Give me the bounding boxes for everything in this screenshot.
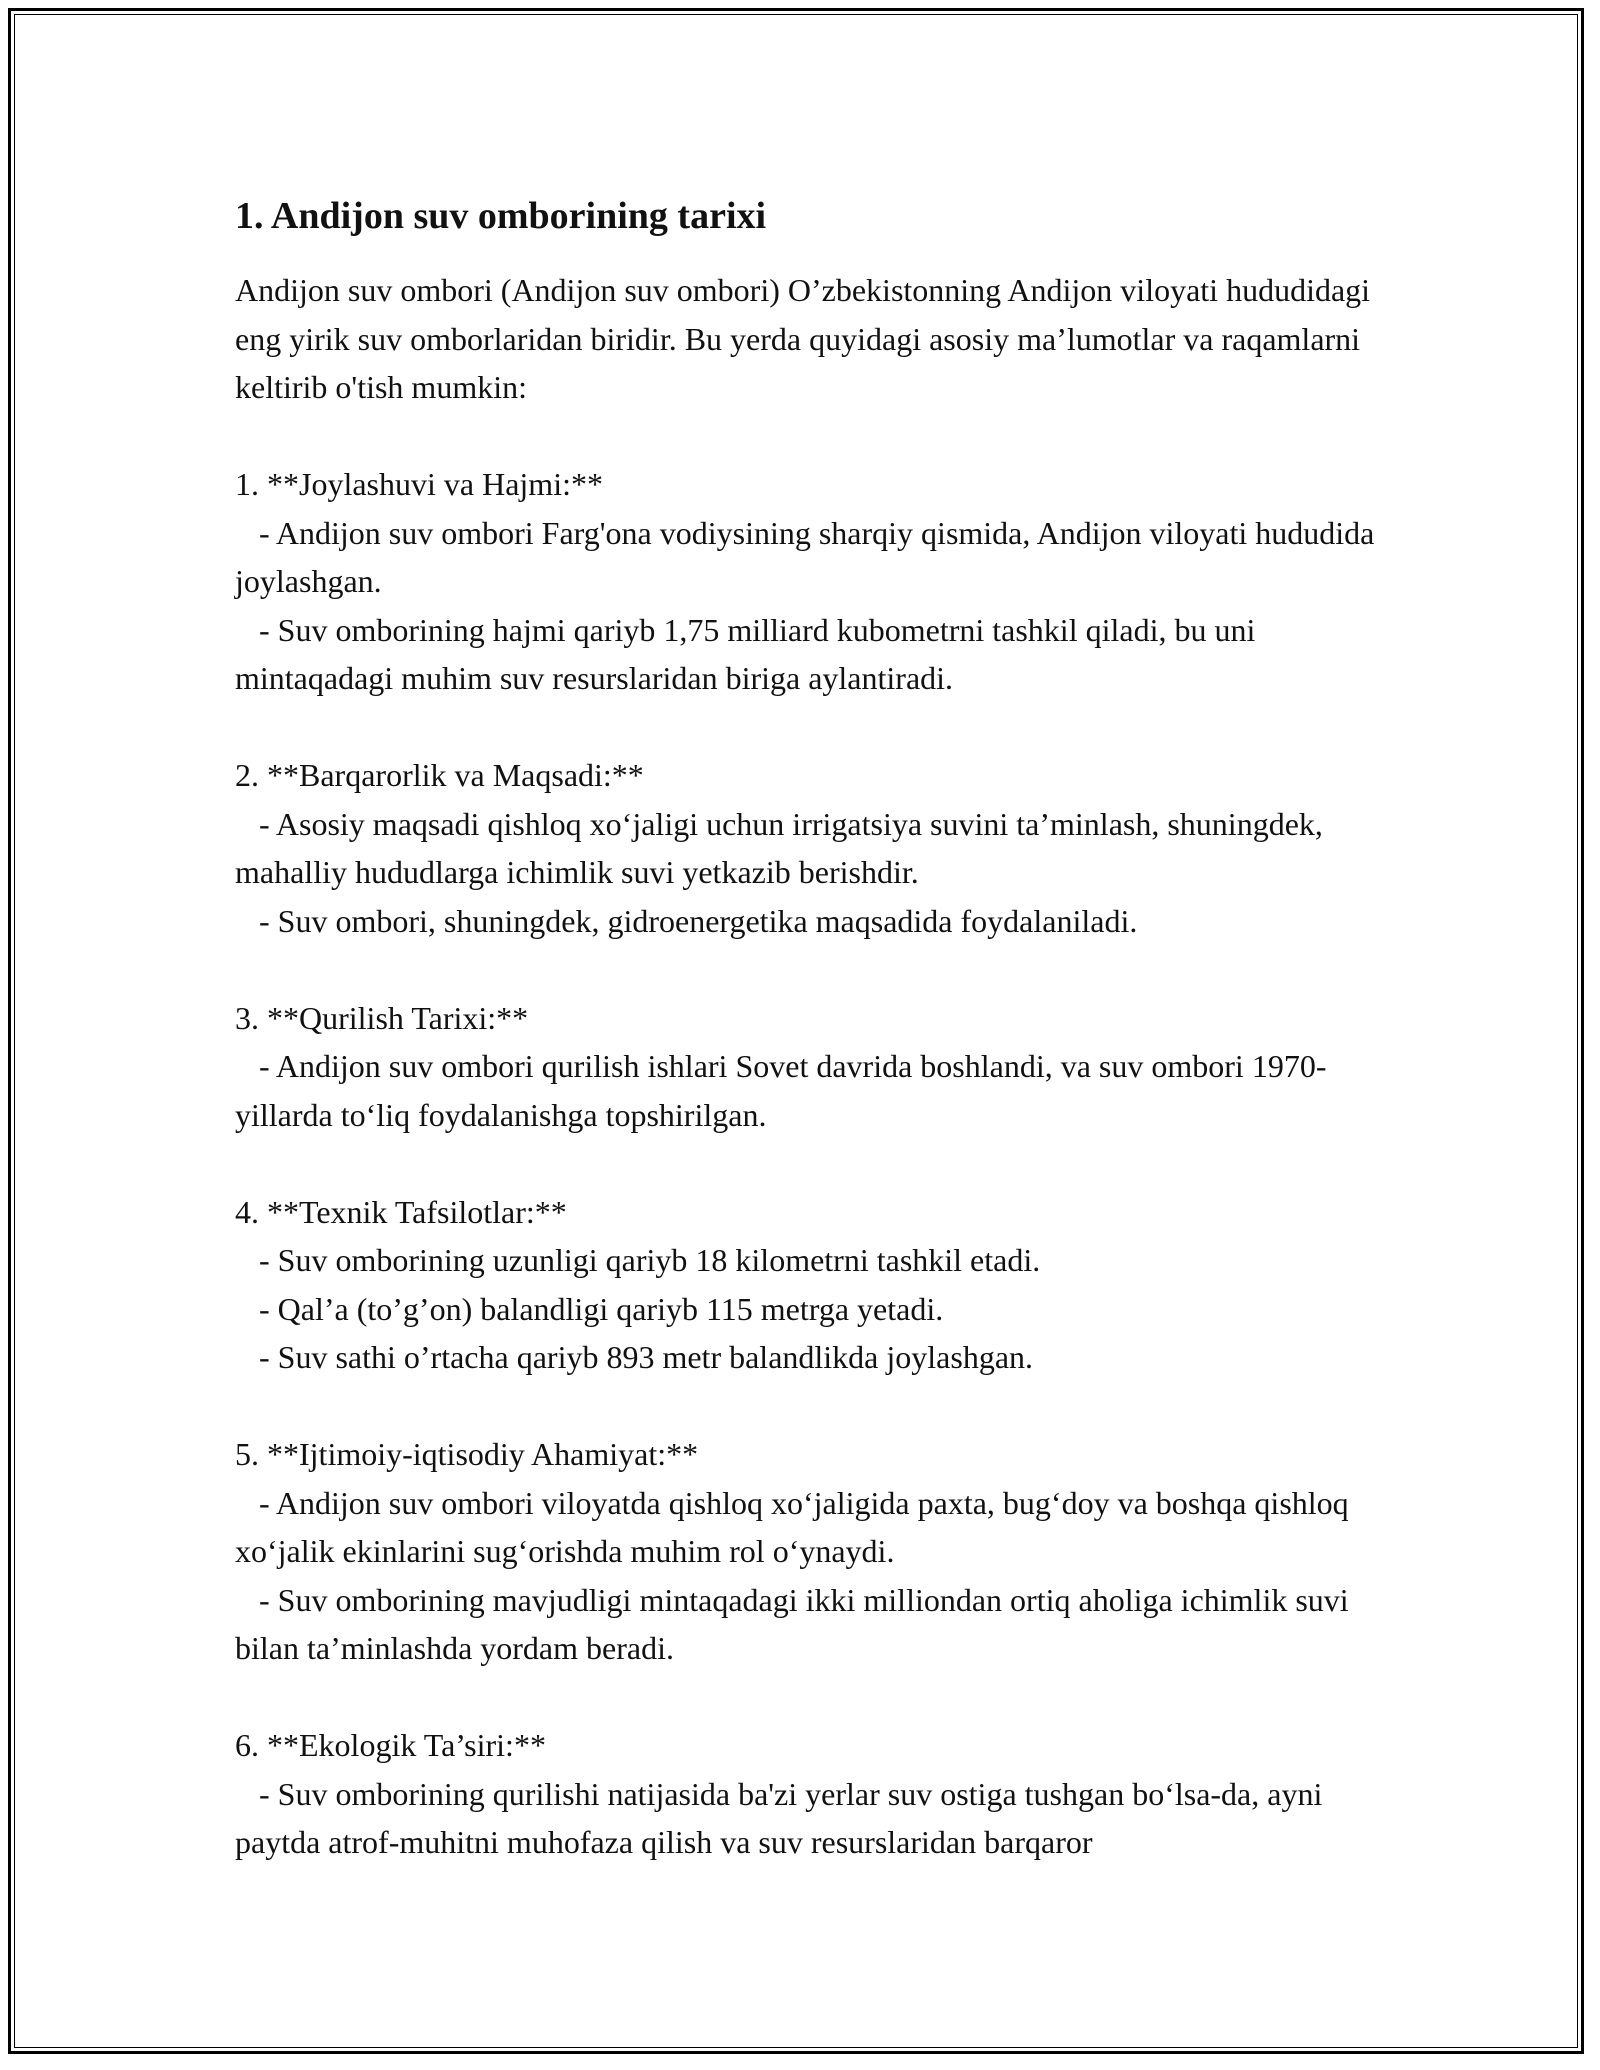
section-item: - Suv ombori, shuningdek, gidroenergetika maqsadida foydalaniladi. [259, 902, 1138, 939]
section-item: - Andijon suv ombori Farg'ona vodiysining sharqiy qismida, Andijon viloyati hududida joylashgan. [235, 514, 1375, 599]
section-heading: 1. **Joylashuvi va Hajmi:** [235, 466, 603, 502]
section-4 [235, 1188, 1385, 1382]
section-item: - Asosiy maqsadi qishloq xo‘jaligi uchun irrigatsiya suvini ta’minlash, shuningdek, mahalliy hududlarga ichimlik suvi yetkazib berishdir. [235, 805, 1323, 890]
section-2 [235, 751, 1385, 945]
intro-paragraph: Andijon suv ombori (Andijon suv ombori) O’zbekistonning Andijon viloyati hududidagi eng yirik suv omborlaridan biridir. Bu yerda quyidagi asosiy ma’lumotlar va raqamlarni keltirib o'tish mumkin: [235, 272, 1371, 405]
section-item: - Suv omborining mavjudligi mintaqadagi ikki milliondan ortiq aholiga ichimlik suvi bilan ta’minlashda yordam beradi. [235, 1581, 1349, 1666]
section-heading: 3. **Qurilish Tarixi:** [235, 999, 529, 1036]
section-3 [235, 994, 1385, 1140]
section-item: - Suv omborining qurilishi natijasida ba'zi yerlar suv ostiga tushgan bo‘lsa-da, ayni paytda atrof-muhitni muhofaza qilish va suv resurslaridan barqaror [235, 1775, 1323, 1860]
section-item: - Suv omborining hajmi qariyb 1,75 milliard kubometrni tashkil qiladi, bu uni mintaqadagi muhim suv resurslaridan biriga aylantiradi. [235, 611, 1256, 696]
section-heading: 5. **Ijtimoiy-iqtisodiy Ahamiyat:** [235, 1436, 699, 1472]
section-item: - Qal’a (to’g’on) balandligi qariyb 115 metrga yetadi. [259, 1290, 944, 1327]
document-body [235, 190, 1385, 1867]
section-item: - Andijon suv ombori viloyatda qishloq xo‘jaligida paxta, bug‘doy va boshqa qishloq xo‘jalik ekinlarini sug‘orishda muhim rol o‘ynaydi. [235, 1484, 1349, 1569]
section-6 [235, 1721, 1385, 1867]
section-5 [235, 1430, 1385, 1673]
document-title: 1. Andijon suv omborining tarixi [235, 195, 767, 237]
section-heading: 4. **Texnik Tafsilotlar:** [235, 1193, 567, 1230]
section-1 [235, 460, 1385, 703]
section-heading: 2. **Barqarorlik va Maqsadi:** [235, 757, 644, 793]
section-item: - Andijon suv ombori qurilish ishlari Sovet davrida boshlandi, va suv ombori 1970-yillarda to‘liq foydalanishga topshirilgan. [235, 1048, 1327, 1133]
section-item: - Suv omborining uzunligi qariyb 18 kilometrni tashkil etadi. [259, 1242, 1041, 1278]
section-item: - Suv sathi o’rtacha qariyb 893 metr balandlikda joylashgan. [259, 1339, 1034, 1375]
section-heading: 6. **Ekologik Ta’siri:** [235, 1727, 546, 1763]
